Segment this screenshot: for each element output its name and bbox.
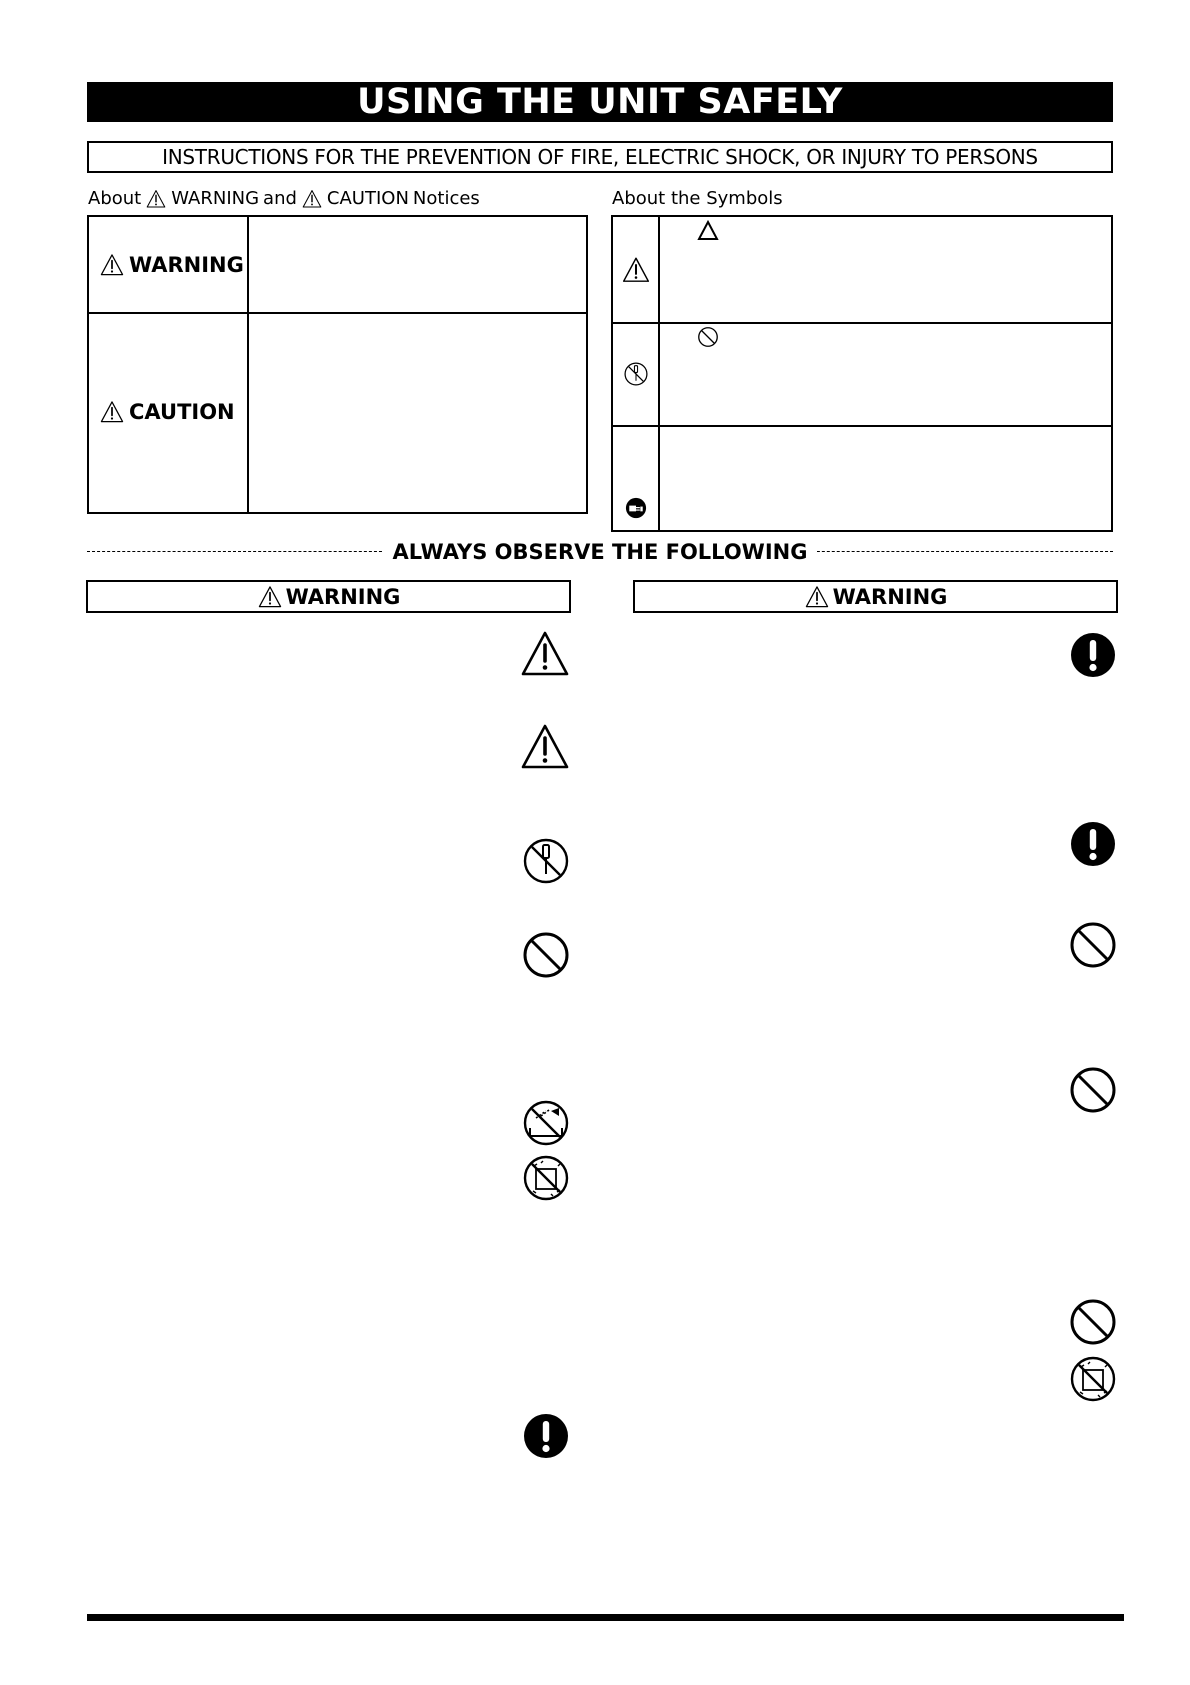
mandatory-exclamation-icon (1068, 630, 1118, 680)
right-warning-header (633, 580, 1118, 613)
no-water-icon (521, 1098, 571, 1148)
triangle-outline-icon (697, 220, 719, 242)
no-disassembly-icon (623, 361, 649, 387)
notices-heading-caution: CAUTION (326, 188, 409, 209)
warning-notice-text: WARNING (129, 252, 244, 277)
left-warning-header-text: WARNING (285, 584, 401, 609)
notices-heading-warning: WARNING (171, 188, 260, 209)
symbols-table (611, 215, 1113, 532)
warning-notice-label (89, 217, 249, 312)
bottom-rule (87, 1614, 1124, 1621)
notices-heading (88, 188, 480, 209)
warning-triangle-icon (301, 189, 323, 209)
no-disassembly-icon (521, 836, 571, 886)
symbol-row-triangle (613, 217, 1111, 324)
page-subtitle: INSTRUCTIONS FOR THE PREVENTION OF FIRE, ELECTRIC SHOCK, OR INJURY TO PERSONS (87, 141, 1113, 173)
mandatory-exclamation-icon (1068, 819, 1118, 869)
page-title: USING THE UNIT SAFELY (87, 82, 1113, 122)
notice-table (87, 215, 588, 514)
always-observe-divider (87, 540, 1113, 564)
warning-notice-row (89, 217, 586, 314)
symbol-icon-cell (613, 217, 660, 322)
prohibited-icon (697, 326, 719, 348)
warning-triangle-icon (622, 256, 650, 284)
notices-heading-suffix: Notices (412, 188, 480, 209)
right-warning-header-text: WARNING (832, 584, 948, 609)
warning-triangle-icon (257, 585, 283, 609)
prohibited-icon (1068, 1297, 1118, 1347)
unplug-icon (624, 496, 648, 520)
prohibited-icon (1068, 920, 1118, 970)
prohibited-icon (521, 930, 571, 980)
caution-notice-label (89, 312, 249, 512)
symbols-heading: About the Symbols (612, 188, 783, 209)
always-observe-heading: ALWAYS OBSERVE THE FOLLOWING (87, 540, 1113, 564)
prohibited-icon (1068, 1065, 1118, 1115)
warning-triangle-icon (520, 722, 570, 772)
symbol-icon-cell (613, 425, 660, 531)
warning-triangle-icon (520, 629, 570, 679)
warning-triangle-icon (99, 253, 125, 277)
notices-heading-prefix: About (88, 188, 142, 209)
symbol-row-mandatory (613, 425, 1111, 531)
warning-triangle-icon (804, 585, 830, 609)
caution-notice-text: CAUTION (129, 400, 235, 424)
warning-triangle-icon (99, 400, 125, 424)
no-vibration-icon (1068, 1354, 1118, 1404)
notices-heading-middle: and (263, 188, 297, 209)
no-vibration-icon (521, 1153, 571, 1203)
mandatory-exclamation-icon (521, 1411, 571, 1461)
left-warning-header (86, 580, 571, 613)
symbol-row-prohibited (613, 322, 1111, 427)
symbol-icon-cell (613, 322, 660, 425)
caution-notice-row (89, 312, 586, 512)
warning-triangle-icon (145, 189, 167, 209)
